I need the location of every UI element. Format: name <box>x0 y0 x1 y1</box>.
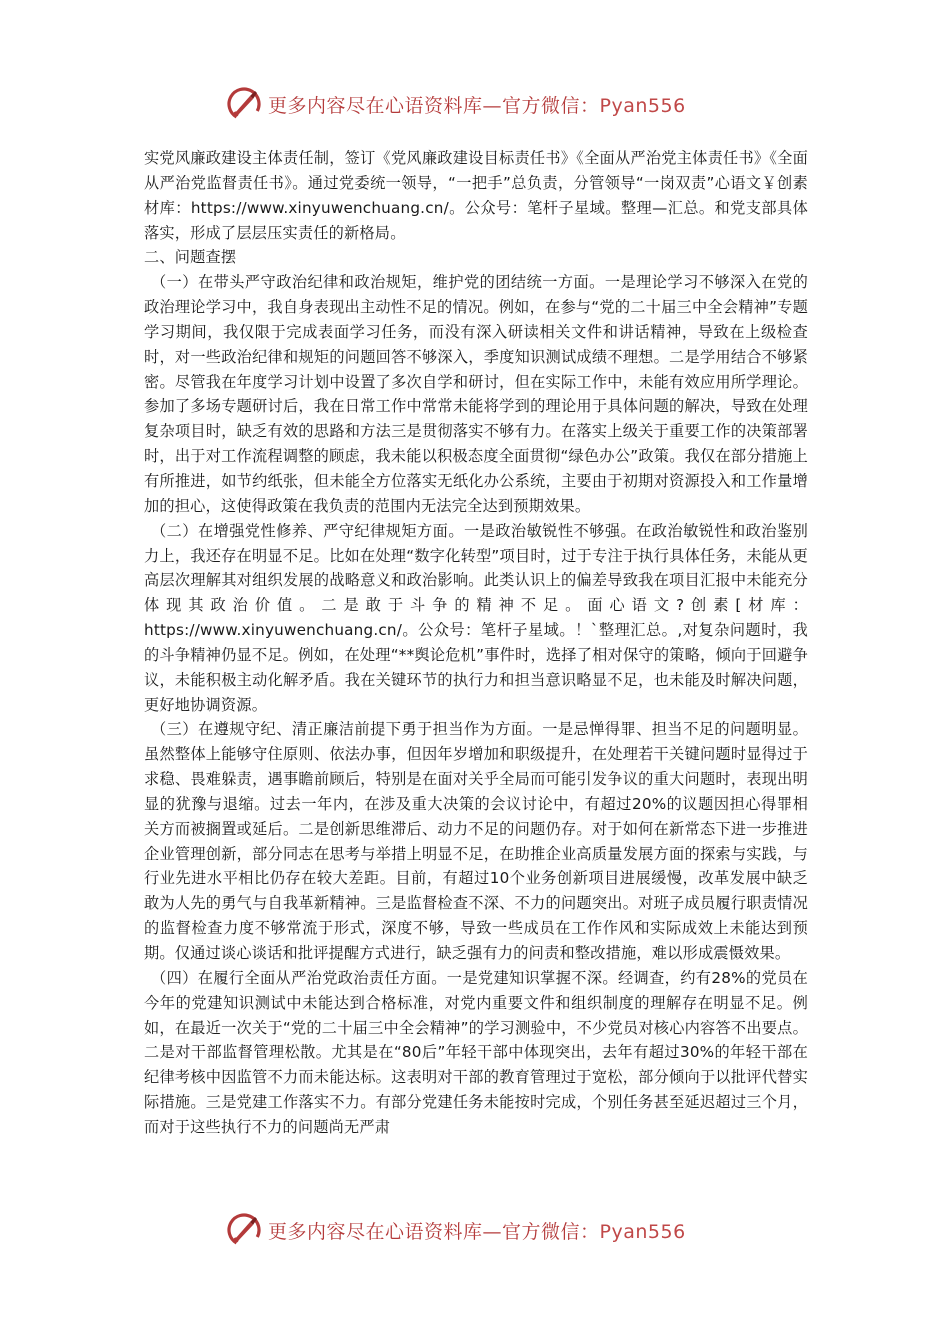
document-body <box>144 146 808 1192</box>
paragraph-section-4: （四）在履行全面从严治党政治责任方面。一是党建知识掌握不深。经调查，约有28%的党员在今年的党建知识测试中未能达到合格标准，对党内重要文件和组织制度的理解存在明显不足。例如，在最近一次关于“党的二十届三中全会精神”的学习测验中，不少党员对核心内容答不出要点。二是对干部监督管理松散。尤其是在“80后”年轻干部中体现突出，去年有超过30%的年轻干部在纪律考核中因监管不力而未能达标。这表明对干部的教育管理过于宽松，部分倾向于以批评代替实际措施。三是党建工作落实不力。有部分党建任务未能按时完成，个别任务甚至延迟超过三个月，而对于这些执行不力的问题尚无严肃 <box>144 968 808 1136</box>
paragraph-section-2: （二）在增强党性修养、严守纪律规矩方面。一是政治敏锐性不够强。在政治敏锐性和政治鉴别力上，我还存在明显不足。比如在处理“数字化转型”项目时，过于专注于执行具体任务，未能从更高层次理解其对组织发展的战略意义和政治影响。此类认识上的偏差导致我在项目汇报中未能充分体现其政治价值。二是敢于斗争的精神不足。面心语文?创素[材库：https://www.xinyuwenchuang.cn/。公众号：笔杆子星域。！`整理汇总。,对复杂问题时，我的斗争精神仍显不足。例如，在处理“**舆论危机”事件时，选择了相对保守的策略，倾向于回避争议，未能积极主动化解矛盾。我在关键环节的执行力和担当意识略显不足，也未能及时解决问题，更好地协调资源。 <box>144 521 808 714</box>
brush-logo-icon <box>226 1212 262 1248</box>
banner-text <box>268 91 686 118</box>
banner-wechat-id: Pyan556 <box>599 94 686 117</box>
banner-wechat-id: Pyan556 <box>599 1220 686 1243</box>
banner-slogan: 更多内容尽在心语资料库—官方微信： <box>268 94 600 117</box>
banner-slogan: 更多内容尽在心语资料库—官方微信： <box>268 1220 600 1243</box>
footer-watermark-banner <box>226 1210 686 1250</box>
banner-text <box>268 1217 686 1244</box>
paragraph-section-1: （一）在带头严守政治纪律和政治规矩，维护党的团结统一方面。一是理论学习不够深入在党的政治理论学习中，我自身表现出主动性不足的情况。例如，在参与“党的二十届三中全会精神”专题学习期间，我仅限于完成表面学习任务，而没有深入研读相关文件和讲话精神，导致在上级检查时，对一些政治纪律和规矩的问题回答不够深入，季度知识测试成绩不理想。二是学用结合不够紧密。尽管我在年度学习计划中设置了多次自学和研讨，但在实际工作中，未能有效应用所学理论。参加了多场专题研讨后，我在日常工作中常常未能将学到的理论用于具体问题的解决，导致在处理复杂项目时，缺乏有效的思路和方法三是贯彻落实不够有力。在落实上级关于重要工作的决策部署时，出于对工作流程调整的顾虑，我未能以积极态度全面贯彻“绿色办公”政策。我仅在部分措施上有所推进，如节约纸张，但未能全方位落实无纸化办公系统，主要由于初期对资源投入和工作量增加的担心，这使得政策在我负责的范围内无法完全达到预期效果。 <box>144 273 808 515</box>
brush-logo-icon <box>226 86 262 122</box>
section-heading-problems: 二、问题查摆 <box>144 248 237 267</box>
header-watermark-banner <box>226 84 686 124</box>
paragraph-section-3: （三）在遵规守纪、清正廉洁前提下勇于担当作为方面。一是忌惮得罪、担当不足的问题明显。虽然整体上能够守住原则、依法办事，但因年岁增加和职级提升，在处理若干关键问题时显得过于求稳、畏难躲责，遇事瞻前顾后，特别是在面对关乎全局而可能引发争议的重大问题时，表现出明显的犹豫与退缩。过去一年内，在涉及重大决策的会议讨论中，有超过20%的议题因担心得罪相关方而被搁置或延后。二是创新思维滞后、动力不足的问题仍存。对于如何在新常态下进一步推进企业管理创新，部分同志在思考与举措上明显不足，在助推企业高质量发展方面的探索与实践，与行业先进水平相比仍存在较大差距。目前，有超过10个业务创新项目进展缓慢，改革发展中缺乏敢为人先的勇气与自我革新精神。三是监督检查不深、不力的问题突出。对班子成员履行职责情况的监督检查力度不够常流于形式，深度不够，导致一些成员在工作作风和实际成效上未能达到预期。仅通过谈心谈话和批评提醒方式进行，缺乏强有力的问责和整改措施，难以形成震慑效果。 <box>144 720 808 962</box>
paragraph-intro-continuation: 实党风廉政建设主体责任制，签订《党风廉政建设目标责任书》《全面从严治党主体责任书》《全面从严治党监督责任书》。通过党委统一领导，“一把手”总负责，分管领导“一岗双责”心语文￥创素材库：https://www.xinyuwenchuang.cn/。公众号：笔杆子星域。整理—汇总。和党支部具体落实，形成了层层压实责任的新格局。 <box>144 149 808 242</box>
